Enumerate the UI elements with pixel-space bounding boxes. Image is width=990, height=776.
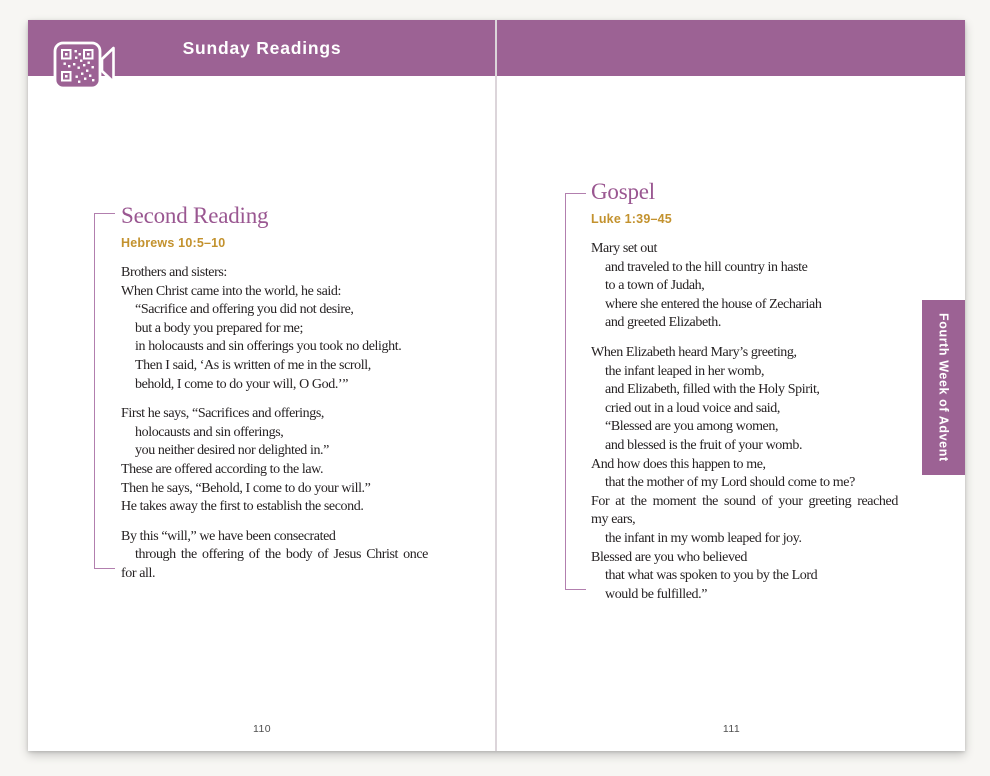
reading-body	[591, 240, 898, 604]
qr-video-icon	[53, 40, 115, 90]
verse-line: but a body you prepared for me;	[135, 320, 303, 336]
scripture-reference: Hebrews 10:5–10	[121, 236, 226, 250]
verse-line: behold, I come to do your will, O God.’”	[135, 376, 349, 392]
verse-line: that what was spoken to you by the Lord	[605, 568, 818, 584]
verse-line: And how does this happen to me,	[591, 456, 766, 472]
verse-line: in holocausts and sin offerings you took no delight.	[135, 339, 402, 355]
reading-heading: Gospel	[591, 179, 655, 204]
verse-line: “Blessed are you among women,	[605, 419, 779, 435]
stanza	[121, 405, 428, 517]
verse-line: cried out in a loud voice and said,	[605, 400, 780, 416]
verse-line: Then I said, ‘As is written of me in the scroll,	[135, 357, 371, 373]
verse-line: When Christ came into the world, he said:	[121, 283, 341, 299]
verse-line: would be fulfilled.”	[605, 586, 708, 602]
page-gutter-divider	[495, 20, 497, 751]
verse-line: and traveled to the hill country in haste	[605, 259, 808, 275]
verse-line: the infant leaped in her womb,	[605, 363, 765, 379]
scripture-reference: Luke 1:39–45	[591, 212, 672, 226]
verse-line: These are offered according to the law.	[121, 461, 324, 477]
verse-line: holocausts and sin offerings,	[135, 424, 284, 440]
verse-line: He takes away the first to establish the second.	[121, 499, 364, 515]
stanza	[591, 240, 898, 333]
reading-bracket	[94, 213, 115, 569]
verse-line: Mary set out	[591, 241, 657, 256]
verse-line: the infant in my womb leaped for joy.	[605, 530, 802, 546]
verse-line: When Elizabeth heard Mary’s greeting,	[591, 344, 797, 360]
page-number: 111	[722, 723, 741, 735]
header-title: Sunday Readings	[182, 38, 342, 58]
verse-line: First he says, “Sacrifices and offerings,	[121, 406, 325, 422]
verse-line: you neither desired nor delighted in.”	[135, 443, 329, 459]
verse-line: through the offering of the body of Jesus Christ once	[135, 547, 428, 563]
verse-line: “Sacrifice and offering you did not desire,	[135, 302, 354, 318]
reading-bracket	[565, 193, 586, 590]
page-right	[498, 20, 965, 751]
verse-line: where she entered the house of Zechariah	[605, 296, 822, 312]
week-thumb-tab-label: Fourth Week of Advent	[936, 313, 951, 462]
verse-line: Blessed are you who believed	[591, 549, 747, 565]
verse-line: Then he says, “Behold, I come to do your will.”	[121, 480, 371, 496]
verse-line: to a town of Judah,	[605, 278, 705, 294]
second-reading-section	[121, 202, 428, 584]
book-spread	[28, 20, 965, 751]
verse-line: For at the moment the sound of your greeting reached	[591, 493, 898, 509]
week-thumb-tab	[922, 300, 965, 475]
stanza	[591, 344, 898, 604]
gospel-section	[591, 178, 898, 604]
reading-body	[121, 264, 428, 584]
page-number: 110	[253, 723, 271, 735]
stanza	[121, 528, 428, 584]
reading-heading: Second Reading	[121, 203, 269, 228]
stanza	[121, 264, 428, 394]
verse-line: my ears,	[591, 512, 636, 528]
verse-line: and greeted Elizabeth.	[605, 315, 721, 331]
verse-line: Brothers and sisters:	[121, 265, 227, 280]
verse-line: and Elizabeth, filled with the Holy Spirit,	[605, 382, 820, 398]
verse-line: for all.	[121, 565, 156, 581]
page-left	[28, 20, 496, 751]
verse-line: By this “will,” we have been consecrated	[121, 528, 336, 544]
verse-line: and blessed is the fruit of your womb.	[605, 437, 803, 453]
verse-line: that the mother of my Lord should come to me?	[605, 475, 855, 491]
